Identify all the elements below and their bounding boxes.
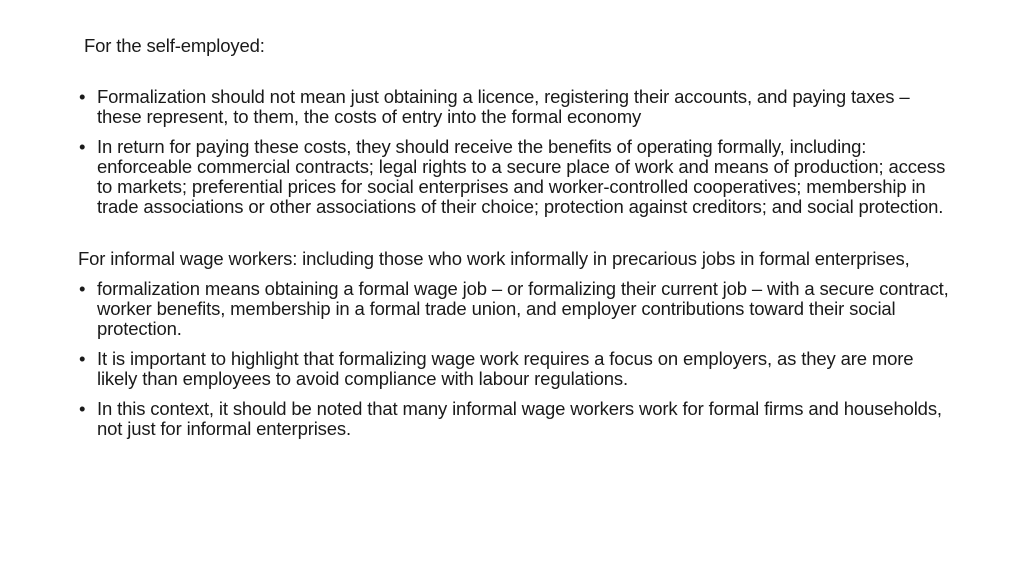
bullet-icon: •	[79, 398, 86, 419]
wage-workers-bullet-list	[78, 279, 958, 439]
bullet-icon: •	[79, 348, 86, 369]
list-item	[78, 87, 958, 127]
list-item-text: Formalization should not mean just obtaining a licence, registering their accounts, and paying taxes – these represent, to them, the costs of entry into the formal economy	[97, 86, 910, 127]
self-employed-bullet-list	[78, 87, 958, 217]
self-employed-heading: For the self-employed:	[84, 35, 265, 56]
bullet-icon: •	[79, 136, 86, 157]
list-item	[78, 279, 958, 339]
list-item-text: It is important to highlight that formalizing wage work requires a focus on employers, as they are more likely than employees to avoid compliance with labour regulations.	[97, 348, 914, 389]
bullet-icon: •	[79, 86, 86, 107]
list-item-text: In return for paying these costs, they should receive the benefits of operating formally, including: enforceable commercial contracts; legal rights to a secure place of work and means of production; access to markets; preferential prices for social enterprises and worker-controlled cooperatives; membership in trade associations or other associations of their choice; protection against creditors; and social protection.	[97, 136, 946, 217]
list-item	[78, 349, 958, 389]
wage-workers-heading: For informal wage workers: including those who work informally in precarious jobs in formal enterprises,	[78, 248, 910, 269]
list-item-text: formalization means obtaining a formal wage job – or formalizing their current job – with a secure contract, worker benefits, membership in a formal trade union, and employer contributions toward their social protection.	[97, 278, 949, 339]
list-item-text: In this context, it should be noted that many informal wage workers work for formal firms and households, not just for informal enterprises.	[97, 398, 942, 439]
bullet-icon: •	[79, 278, 86, 299]
slide-content	[78, 36, 958, 439]
list-item	[78, 399, 958, 439]
list-item	[78, 137, 958, 217]
